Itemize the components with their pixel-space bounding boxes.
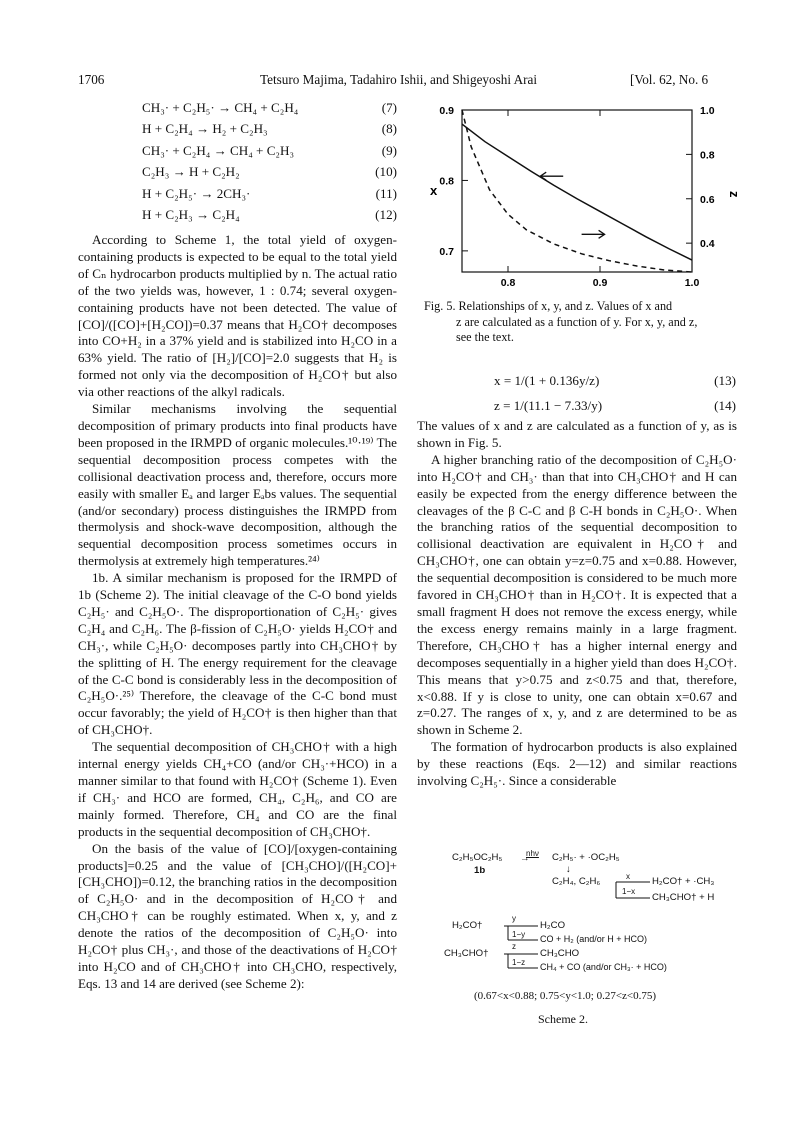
scheme-ch3cho: CH₃CHO† [444,948,489,959]
scheme-title: Scheme 2. [538,1012,588,1026]
equation-list-left [142,97,397,226]
paragraph: The values of x and z are calculated as a function of y, as is shown in Fig. 5. [417,418,737,450]
scheme-ranges: (0.67<x<0.88; 0.75<y<1.0; 0.27<z<0.75) [474,990,657,1002]
equation-number: (12) [375,207,397,223]
scheme-down-arrow: ↓ [566,864,571,875]
equation: H + C₂H₅· → 2CH₃· [142,185,251,201]
x-tick-label: 0.9 [592,277,608,289]
scheme-1my-label: 1−y [512,930,526,939]
scheme-ch3cho-1mz: CH₄ + CO (and/or CH₃· + HCO) [540,962,667,972]
scheme-2 [444,849,752,1042]
series-x-line [462,124,692,260]
scheme-reactant: C₂H₅OC₂H₅ [452,852,503,863]
equation-number: (13) [714,372,736,388]
paragraph: The sequential decomposition of CH₃CHO† with a high internal energy yields CH₄+CO (and/or CH₃·+HCO) in a manner similar to that found with H₂CO† (Scheme 1). Even if CH₃· and HCO are formed, CH₄, C₂H₆, and CO are mainly formed. Therefore, CH₄ and CO are the final products in the sequential decomposition of CH₃CHO†. [78,739,397,839]
scheme-branch-1mx: CH₃CHO† + H [652,892,715,903]
equation-row [418,393,736,418]
y-tick-label: 0.9 [439,105,454,117]
caption-line-3: see the text. [456,330,514,345]
equation-row [142,97,397,119]
equation-number: (10) [375,164,397,180]
scheme-arrow: → [520,853,530,864]
equation-row [142,162,397,184]
equation-number: (8) [381,121,397,137]
scheme-branch-1mx-label: 1−x [622,887,636,896]
figure-caption [424,299,724,346]
equation-row [418,368,736,393]
scheme-arrow-label: nhν [526,849,539,858]
equation: z = 1/(11.1 − 7.33/y) [494,397,603,413]
scheme-branch-x: H₂CO† + ·CH₃ [652,876,715,887]
equation: CH₃· + C₂H₅· → CH₄ + C₂H₄ [142,99,299,115]
paragraph: According to Scheme 1, the total yield of oxygen-containing products is expected to be equal to the total yield of Cₙ hydrocarbon products multiplied by n. The actual ratio of the two yields was, however, 1 : 0.74; several oxygen-containing products have not been detected. The value of [CO]/([CO]+[H₂CO])=0.37 means that H₂CO† decomposes into CO+H₂ in a 37% yield and is stabilized into H₂CO in a 63% yield. The ratio of [H₂]/[CO]=2.0 suggests that H₂ is formed not only via the decomposition of H₂CO† but also via other reactions of the alkyl radicals. [78,232,397,400]
y2-tick-label: 0.6 [700,193,715,206]
equation: H + C₂H₃ → C₂H₄ [142,207,240,223]
scheme-disproportionation: C₂H₄, C₂H₆ [552,876,601,887]
equation-row [142,119,397,141]
y-tick-label: 0.8 [439,175,454,188]
y2-tick-label: 0.8 [700,149,715,162]
scheme-label-1b: 1b [474,865,486,876]
left-column-text [78,232,397,993]
scheme-ch3cho-z: CH₃CHO [540,948,580,959]
y2-axis-label [727,191,740,198]
paragraph: 1b. A similar mechanism is proposed for the IRMPD of 1b (Scheme 2). The initial cleavage of the C-O bond yields C₂H₅· and C₂H₅O·. The disproportionation of C₂H₅· gives C₂H₄ and C₂H₆. The β-fission of C₂H₅O· yields H₂CO† and CH₃·, while C₂H₅O· decomposes partly into CH₃CHO† by the splitting of H. The energy requirement for the cleavage of the C-C bond is considerably less in the decomposition of C₂H₅O·.²⁵⁾ Therefore, the cleavage of the C-C bond must occur favorably; the yield of H₂CO† is then higher than that of CH₃CHO†. [78,570,397,738]
equation-row [142,183,397,205]
scheme-lines [452,852,752,992]
equation: x = 1/(1 + 0.136y/z) [494,372,600,388]
equation: C₂H₃ → H + C₂H₂ [142,164,240,180]
scheme-1mz-label: 1−z [512,958,526,967]
scheme-z-label: z [512,942,516,951]
y2-tick-label: 1.0 [700,105,715,117]
equation-row [142,205,397,227]
right-column-text [417,418,737,790]
scheme-y-label: y [512,914,516,923]
scheme-branch-x-label: x [626,872,630,881]
figure-5 [420,98,740,303]
caption-label: Fig. 5. [424,299,456,313]
plot-frame [462,110,692,272]
caption-line-2: z are calculated as a function of y. For x, y, and z, [456,314,698,329]
y2-tick-label: 0.4 [700,238,715,251]
equation-number: (11) [375,185,397,201]
caption-line-1: Relationships of x, y, and z. Values of x and [458,299,673,313]
paragraph: The formation of hydrocarbon products is also explained by these reactions (Eqs. 2—12) and similar reactions involving C₂H₅·. Since a considerable [417,739,737,789]
equation: CH₃· + C₂H₄ → CH₄ + C₂H₃ [142,142,295,158]
y-axis-label: x [430,183,438,198]
x-axis-label [573,293,581,298]
series-z-line [462,110,692,272]
equation-number: (7) [381,99,397,115]
x-tick-label: 0.8 [500,277,516,289]
scheme-h2co-1my: CO + H₂ (and/or H + HCO) [540,934,648,944]
running-authors: Tetsuro Majima, Tadahiro Ishii, and Shigeyoshi Arai [260,72,537,87]
paragraph: Similar mechanisms involving the sequential decomposition of primary products into final products have been proposed in the IRMPD of organic molecules.¹⁰·¹⁹⁾ The sequential decomposition process competes with the collisional deactivation process and, therefore, occurs more easily with smaller Eₐ and larger Eₐbs values. The sequential (and/or secondary) process distinguishes the IRMPD from thermolysis and shock-wave decomposition, although the sequential decomposition process sometimes occurs in thermolysis at extremely high temperatures.²⁴⁾ [78,401,397,569]
equation-number: (14) [714,397,736,413]
equation-list-right [418,368,736,418]
paragraph: A higher branching ratio of the decomposition of C₂H₅O· into H₂CO† and CH₃· than that into CH₃CHO† and H can easily be expected from the energy difference between the cleavages of the β C-C and β C-H bonds in C₂H₅O·. When the branching ratios of the sequential decomposition to collisional deactivation are equivalent in H₂CO† and CH₃CHO†, one can obtain y=z=0.75 and x=0.88. However, the sequential decomposition is considered to be much more favored in CH₃CHO† than in H₂CO†. It is expected that a small fragment H does not remove the excess energy, while the excess energy remains mainly in a large fragment. Therefore, CH₃CHO† has a higher internal energy and decomposes sequentially in a higher yield than does H₂CO†. This means that y>0.75 and z<0.75 and that, therefore, x<0.88. If y is close to unity, one can obtain x=0.67 and z=0.27. The ranges of x, y, and z are determined to be as shown in Scheme 2. [417,451,737,738]
figure-5-chart [420,98,740,298]
scheme-h2co: H₂CO† [452,920,483,931]
page-number: 1706 [78,72,105,87]
equation: H + C₂H₄ → H₂ + C₂H₃ [142,121,268,137]
journal-volume: [Vol. 62, No. 6 [630,72,709,87]
equation-row [142,140,397,162]
scheme-h2co-y: H₂CO [540,920,566,931]
x-tick-label: 1.0 [684,277,700,289]
y-tick-label: 0.7 [439,245,454,258]
scheme-products: C₂H₅· + ·OC₂H₅ [552,852,620,863]
paragraph: On the basis of the value of [CO]/[oxygen-containing products]=0.25 and the value of [CH₃CHO]/([H₂CO]+[CH₃CHO])=0.12, the branching ratios in the decomposition of C₂H₅O· and in the decomposition of H₂CO† and CH₃CHO† can be roughly estimated. When x, y, and z denote the ratios of the decomposition of C₂H₅O· into H₂CO† plus CH₃·, and those of the deactivations of H₂CO† into H₂CO and of CH₃CHO† into CH₃CHO, respectively, Eqs. 13 and 14 are derived (see Scheme 2): [78,840,397,991]
equation-number: (9) [381,142,397,158]
